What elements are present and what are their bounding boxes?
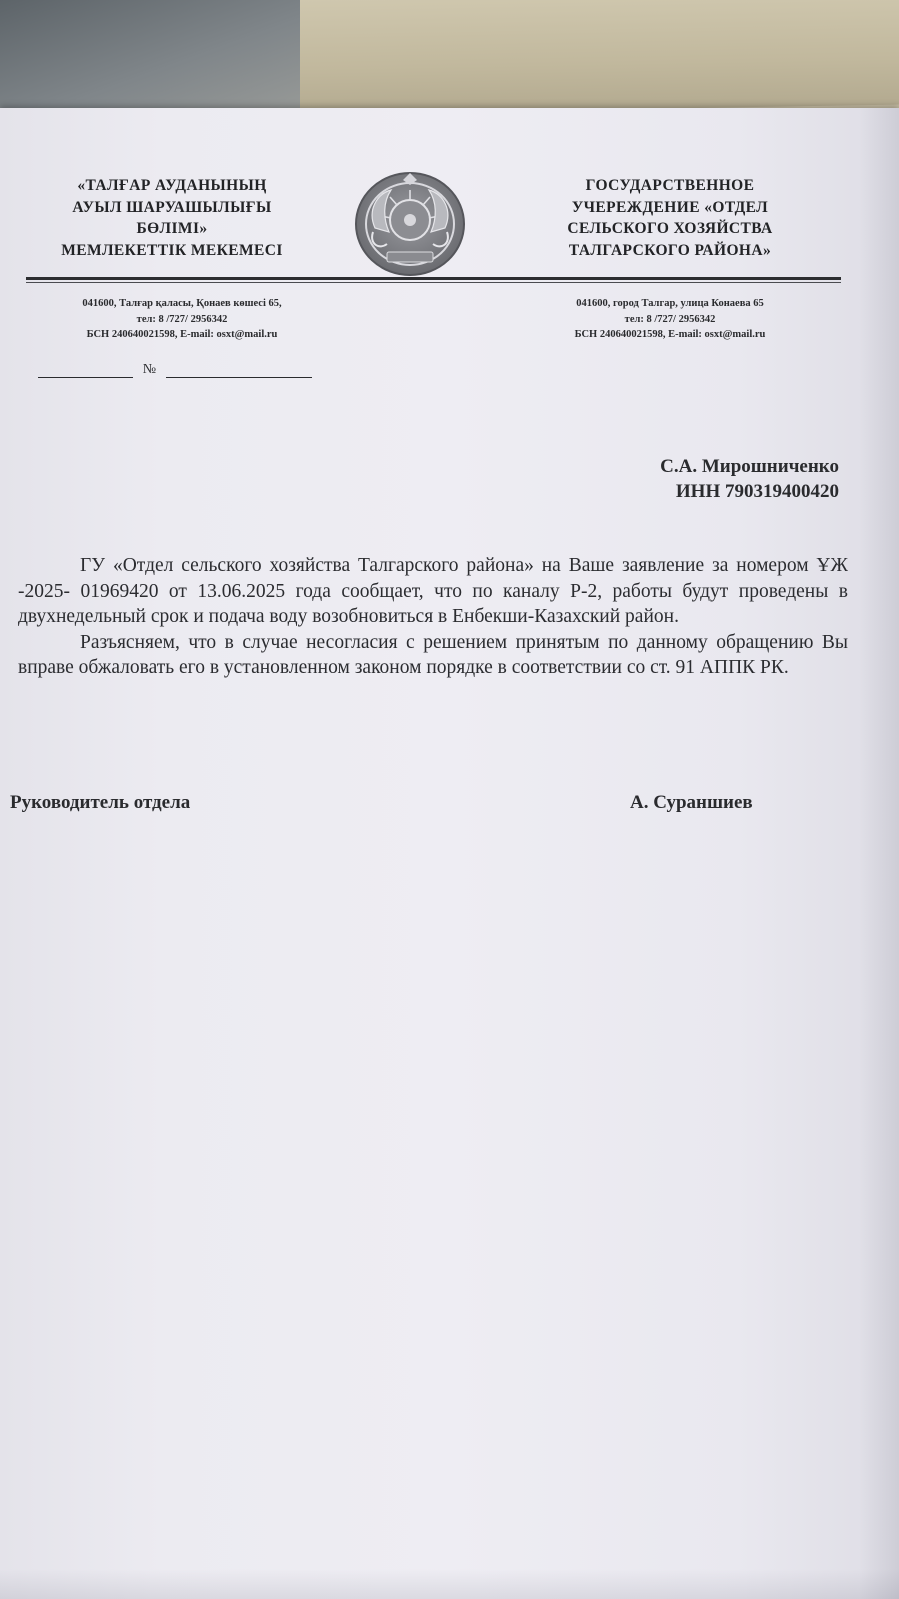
signatory-name: А. Сураншиев [630,792,753,813]
letterhead-kazakh-name [22,175,322,261]
address-block-russian [510,296,830,343]
address-line: БСН 240640021598, E-mail: osxt@mail.ru [574,329,766,340]
letterhead-line: ГОСУДАРСТВЕННОЕ [585,177,755,194]
letterhead-line: ТАЛГАРСКОГО РАЙОНА» [568,241,772,259]
reference-number-sign: № [142,362,157,377]
address-line: 041600, город Талгар, улица Конаева 65 [576,298,764,309]
addressee-block [660,454,839,504]
letterhead-line: СЕЛЬСКОГО ХОЗЯЙСТВА [567,220,773,237]
reference-number-blank [166,363,312,378]
letterhead-line: БӨЛІМІ» [136,220,208,237]
reference-date-blank [38,363,133,378]
outgoing-reference [38,361,312,381]
letterhead-divider [26,277,841,280]
background-surface-left [0,0,320,118]
body-paragraph: Разъясняем, что в случае несогласия с решением принятым по данному обращению Вы вправе обжаловать его в установленном законом порядке в соответствии со ст. 91 АППК РК. [18,631,848,678]
addressee-inn: ИНН 790319400420 [675,481,839,502]
address-line: тел: 8 /727/ 2956342 [136,313,228,325]
letter-sheet [0,108,899,1599]
letterhead-line: УЧЕРЕЖДЕНИЕ «ОТДЕЛ [571,198,769,216]
letterhead-line: «ТАЛҒАР АУДАНЫНЫҢ [77,177,267,194]
letter-body [18,553,848,681]
kazakhstan-state-emblem-icon [353,170,467,282]
addressee-name: С.А. Мирошниченко [660,456,839,477]
body-paragraph: ГУ «Отдел сельского хозяйства Талгарского района» на Ваше заявление за номером ҰЖ -2025- 01969420 от 13.06.2025 года сообщает, что по каналу Р-2, работы будут проведены в двухнедельный срок и подача воду возобновиться в Енбекши-Казахский район. [18,555,848,627]
address-line: БСН 240640021598, E-mail: osxt@mail.ru [86,329,278,340]
letterhead-divider-thin [26,282,841,283]
background-surface-right [300,0,899,115]
letterhead-russian-name [520,175,820,261]
signatory-title: Руководитель отдела [10,792,191,813]
letterhead-line: АУЫЛ ШАРУАШЫЛЫҒЫ [72,198,272,216]
address-line: тел: 8 /727/ 2956342 [624,313,716,325]
address-line: 041600, Талғар қаласы, Қонаев көшесі 65, [82,298,282,309]
letterhead-line: МЕМЛЕКЕТТІК МЕКЕМЕСІ [61,241,283,259]
address-block-kazakh [22,296,342,343]
